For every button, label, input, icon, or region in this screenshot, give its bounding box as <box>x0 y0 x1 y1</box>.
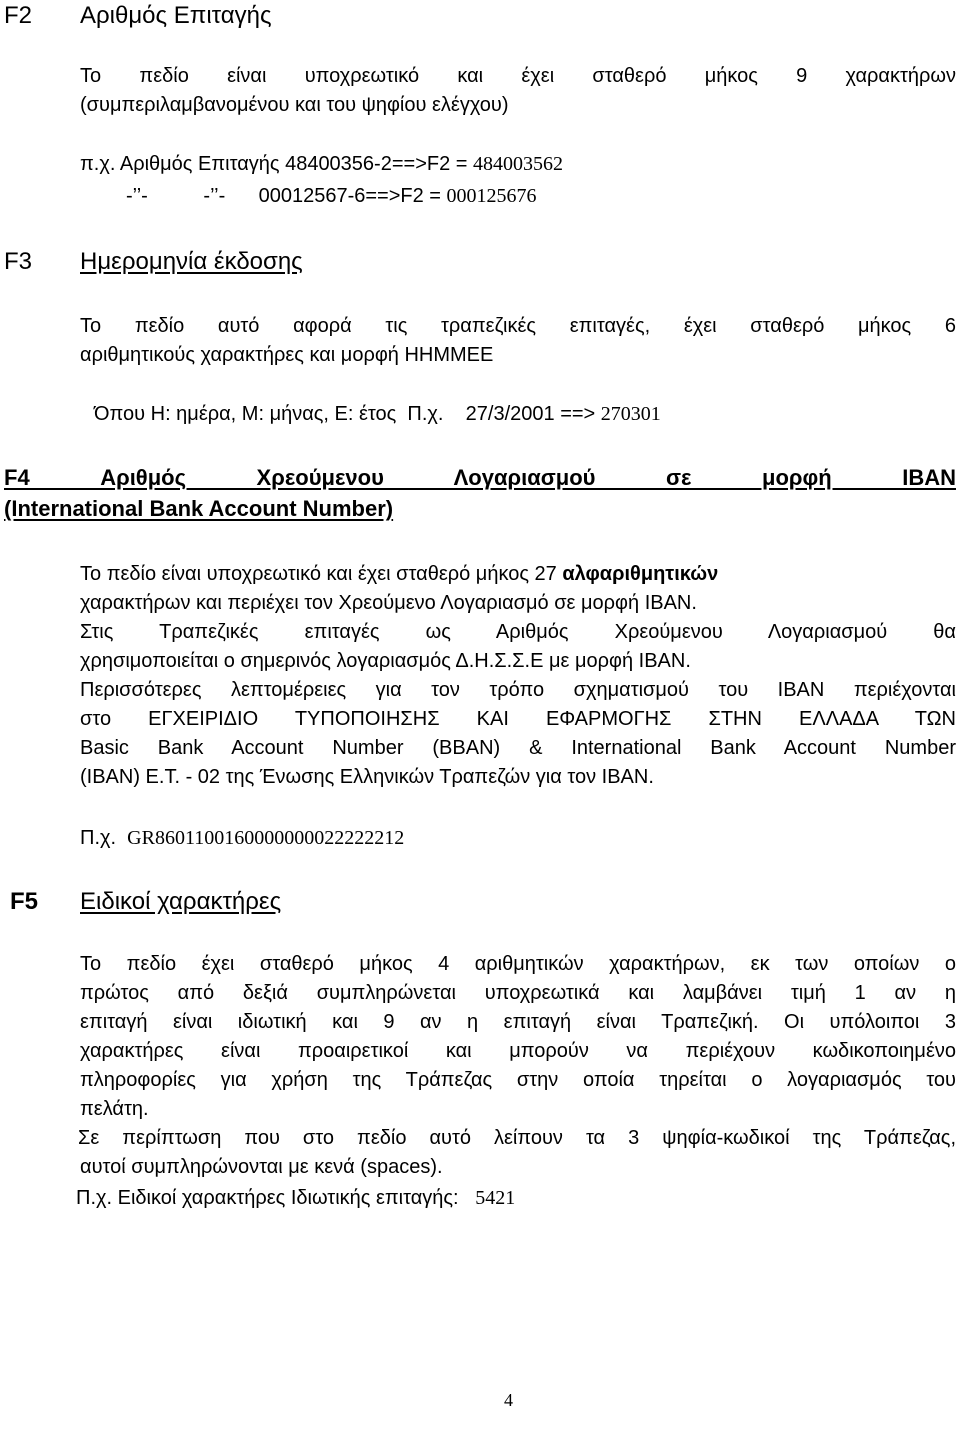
f2-example-1-label: π.χ. Αριθμός Επιταγής 48400356-2==>F2 = <box>80 153 474 175</box>
f5-p1-line-4: χαρακτήρες είναι προαιρετικοί και μπορούν να περιέχουν κωδικοποιημένο <box>80 1040 956 1062</box>
page-number: 4 <box>504 1390 513 1410</box>
f4-p3-line-1: Περισσότερες λεπτομέρειες για τον τρόπο σχηματισμού του ΙΒΑΝ περιέχονται <box>80 679 956 701</box>
f3-legend-value: 270301 <box>600 403 661 425</box>
f3-legend <box>94 402 661 426</box>
f4-p3-line-4: (IBAN) Ε.Τ. - 02 της Ένωσης Ελληνικών Τραπεζών για τον ΙΒΑΝ. <box>80 766 654 788</box>
f5-p2-line-1: Σε περίπτωση που στο πεδίο αυτό λείπουν τα 3 ψηφία-κωδικοί της Τράπεζας, <box>78 1127 956 1149</box>
f5-example <box>76 1186 515 1210</box>
f2-desc-line-2: (συμπεριλαμβανομένου και του ψηφίου ελέγχου) <box>80 94 509 116</box>
f3-code: F3 <box>4 248 33 275</box>
f2-example-2 <box>126 184 537 208</box>
f5-p1-line-1: Το πεδίο έχει σταθερό μήκος 4 αριθμητικών χαρακτήρων, εκ των οποίων ο <box>80 953 956 975</box>
f5-code: F5 <box>10 888 39 915</box>
f4-p1-line-1-bold: αλφαριθμητικών <box>562 563 719 585</box>
f3-legend-text: Όπου Η: ημέρα, Μ: μήνας, Ε: έτος Π.χ. 27/3/2001 ==> <box>94 403 601 425</box>
f5-p1-line-5: πληροφορίες για χρήση της Τράπεζας στην οποία τηρείται ο λογαριασμός του <box>80 1069 956 1091</box>
f4-title-line-2: (International Bank Account Number) <box>4 496 394 521</box>
f4-p1-line-1 <box>80 562 718 586</box>
f3-desc-line-1: Το πεδίο αυτό αφορά τις τραπεζικές επιταγές, έχει σταθερό μήκος 6 <box>80 315 956 337</box>
f4-p2-line-2: χρησιμοποιείται ο σημερινός λογαριασμός Δ.Η.Σ.Σ.Ε με μορφή ΙΒΑΝ. <box>80 650 691 672</box>
f2-desc-line-1: Το πεδίο είναι υποχρεωτικό και έχει σταθερό μήκος 9 χαρακτήρων <box>80 65 956 87</box>
f2-example-2-value: 000125676 <box>446 185 537 207</box>
f4-p1-line-1-text: Το πεδίο είναι υποχρεωτικό και έχει σταθερό μήκος 27 <box>80 563 563 585</box>
f2-code: F2 <box>4 2 33 29</box>
f5-p1-line-2: πρώτος από δεξιά συμπληρώνεται υποχρεωτικά και λαμβάνει τιμή 1 αν η <box>80 982 956 1004</box>
f2-example-1 <box>80 152 563 176</box>
f4-p3-line-2: στο ΕΓΧΕΙΡΙΔΙΟ ΤΥΠΟΠΟΙΗΣΗΣ ΚΑΙ ΕΦΑΡΜΟΓΗΣ ΣΤΗΝ ΕΛΛΑΔΑ ΤΩΝ <box>80 708 956 730</box>
f5-example-label: Π.χ. Ειδικοί χαρακτήρες Ιδιωτικής επιταγής: <box>76 1187 476 1209</box>
f2-title: Αριθμός Επιταγής <box>80 2 272 29</box>
f4-title-line-1: F4 Αριθμός Χρεούμενου Λογαριασμού σε μορφή ΙΒΑΝ <box>4 465 956 490</box>
f5-p1-line-3: επιταγή είναι ιδιωτική και 9 αν η επιταγή είναι Τραπεζική. Οι υπόλοιποι 3 <box>80 1011 956 1033</box>
f2-example-1-value: 484003562 <box>473 153 564 175</box>
f5-example-value: 5421 <box>475 1187 516 1209</box>
f5-p1-line-6: πελάτη. <box>80 1098 149 1120</box>
f4-p1-line-2: χαρακτήρων και περιέχει τον Χρεούμενο Λογαριασμό σε μορφή ΙΒΑΝ. <box>80 592 697 614</box>
f2-example-2-label: -’’- -’’- 00012567-6==>F2 = <box>126 185 447 207</box>
f4-example-value: GR8601100160000000022222212 <box>127 827 405 849</box>
f5-title: Ειδικοί χαρακτήρες <box>80 888 282 915</box>
f4-p2-line-1: Στις Τραπεζικές επιταγές ως Αριθμός Χρεούμενου Λογαριασμού θα <box>80 621 956 643</box>
f3-desc-line-2: αριθμητικούς χαρακτήρες και μορφή ΗΗΜΜΕΕ <box>80 344 494 366</box>
f4-example <box>80 826 404 850</box>
f4-p3-line-3: Basic Bank Account Number (BBAN) & International Bank Account Number <box>80 737 956 759</box>
f5-p2-line-2: αυτοί συμπληρώνονται με κενά (spaces). <box>80 1156 443 1178</box>
f4-example-label: Π.χ. <box>80 827 128 849</box>
f3-title: Ημερομηνία έκδοσης <box>80 248 303 275</box>
